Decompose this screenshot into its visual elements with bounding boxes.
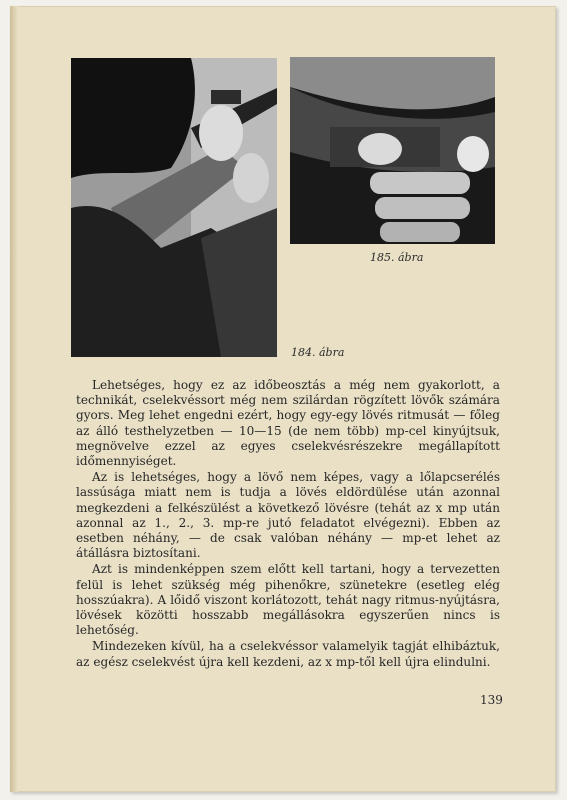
paragraph: Mindezeken kívül, ha a cselekvéssor valamelyik tagját elhibáztuk, az egész cselekvést újra kell kezdeni, az x mp-től kell újra elindulni. — [76, 639, 500, 669]
figure-184-caption: 184. ábra — [291, 346, 345, 359]
body-text — [76, 378, 500, 671]
paragraph: Az is lehetséges, hogy a lövő nem képes, vagy a lőlapcserélés lassúsága miatt nem is tudja a lövés eldördülése után azonnal megkezdeni a felkészülést a következő lövésre (tehát az x mp után azonnal az 1., 2., 3. mp-re jutó feladatot elvégezni). Ebben az esetben néhány, — de csak valóban néhány — mp-et lehet az átállásra biztosítani. — [76, 470, 500, 561]
figure-184-photo — [71, 58, 277, 357]
figure-185-photo — [290, 57, 495, 244]
paragraph: Azt is mindenképpen szem előtt kell tartani, hogy a tervezetten felül is lehet szükség még pihenőkre, szünetekre (esetleg elég hosszúakra). A lőidő viszont korlátozott, tehát nagy ritmus-nyújtásra, lövések közötti hosszabb megállásokra egyszerűen nincs is lehetőség. — [76, 562, 500, 638]
page-number: 139 — [480, 693, 503, 707]
figure-185-caption: 185. ábra — [370, 251, 424, 264]
page-edge-shadow — [10, 6, 18, 792]
paragraph: Lehetséges, hogy ez az időbeosztás a még nem gyakorlott, a technikát, cselekvéssort még nem szilárdan rögzített lövők számára gyors. Meg lehet engedni ezért, hogy egy-egy lövés ritmusát — főleg az álló testhelyzetben — 10—15 (de nem több) mp-cel kinyújtsuk, megnövelve ezzel az egyes cselekvésrészekre megállapított időmennyiséget. — [76, 378, 500, 469]
